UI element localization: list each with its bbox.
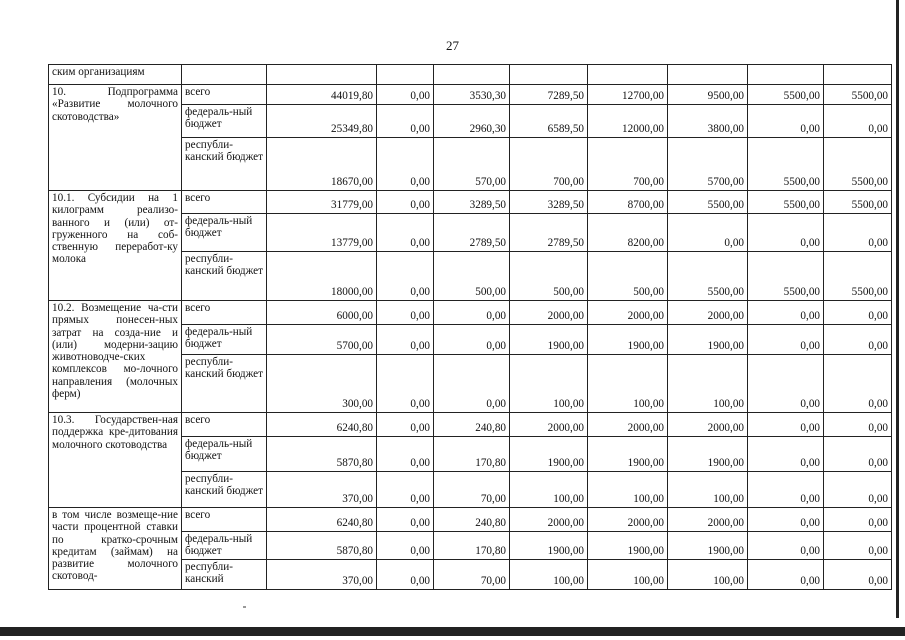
amount-cell: 0,00 bbox=[377, 472, 434, 508]
amount-cell: 0,00 bbox=[377, 252, 434, 301]
section-name: 10.1. Субсидии на 1 килограмм реализо-ванного и (или) от-груженного на соб-ственную переработ-ку молока bbox=[49, 191, 182, 301]
table-row bbox=[49, 413, 892, 437]
amount-cell: 0,00 bbox=[377, 191, 434, 214]
amount-cell: 240,80 bbox=[434, 413, 510, 437]
amount-cell: 0,00 bbox=[377, 413, 434, 437]
amount-cell: 100,00 bbox=[510, 472, 588, 508]
amount-cell: 5500,00 bbox=[824, 85, 892, 105]
amount-cell: 700,00 bbox=[510, 138, 588, 191]
amount-cell: 170,80 bbox=[434, 532, 510, 560]
funding-type: всего bbox=[182, 191, 267, 214]
funding-type: федераль-ный бюджет bbox=[182, 437, 267, 472]
amount-cell: 0,00 bbox=[824, 105, 892, 138]
amount-cell: 2000,00 bbox=[510, 413, 588, 437]
amount-cell: 0,00 bbox=[824, 508, 892, 532]
amount-cell: 700,00 bbox=[588, 138, 668, 191]
amount-cell: 0,00 bbox=[434, 325, 510, 355]
amount-cell: 5500,00 bbox=[748, 85, 824, 105]
amount-cell: 0,00 bbox=[748, 532, 824, 560]
amount-cell: 0,00 bbox=[748, 105, 824, 138]
amount-cell: 0,00 bbox=[824, 325, 892, 355]
amount-cell: 3289,50 bbox=[434, 191, 510, 214]
amount-cell: 0,00 bbox=[748, 437, 824, 472]
amount-cell: 70,00 bbox=[434, 560, 510, 590]
amount-cell: 6240,80 bbox=[267, 508, 377, 532]
funding-type: республи-канский бюджет bbox=[182, 252, 267, 301]
amount-cell: 500,00 bbox=[434, 252, 510, 301]
amount-cell: 0,00 bbox=[824, 437, 892, 472]
table-row bbox=[49, 191, 892, 214]
amount-cell: 44019,80 bbox=[267, 85, 377, 105]
amount-cell: 100,00 bbox=[510, 560, 588, 590]
amount-cell: 2000,00 bbox=[668, 508, 748, 532]
amount-cell: 5500,00 bbox=[748, 252, 824, 301]
amount-cell: 0,00 bbox=[824, 301, 892, 325]
amount-cell: 2000,00 bbox=[588, 508, 668, 532]
amount-cell: 500,00 bbox=[588, 252, 668, 301]
amount-cell: 0,00 bbox=[824, 560, 892, 590]
amount-cell: 0,00 bbox=[748, 301, 824, 325]
amount-cell: 1900,00 bbox=[510, 532, 588, 560]
page-right-border bbox=[896, 0, 899, 618]
amount-cell: 0,00 bbox=[824, 214, 892, 252]
page-bottom-border bbox=[0, 627, 905, 636]
amount-cell: 100,00 bbox=[668, 472, 748, 508]
amount-cell: 5500,00 bbox=[748, 138, 824, 191]
amount-cell: 0,00 bbox=[377, 532, 434, 560]
amount-cell: 100,00 bbox=[588, 355, 668, 413]
amount-cell: 0,00 bbox=[377, 508, 434, 532]
amount-cell: 2000,00 bbox=[668, 413, 748, 437]
amount-cell: 1900,00 bbox=[668, 532, 748, 560]
amount-cell: 0,00 bbox=[748, 472, 824, 508]
amount-cell: 170,80 bbox=[434, 437, 510, 472]
funding-type: республи-канский bbox=[182, 560, 267, 590]
table-row bbox=[49, 301, 892, 325]
budget-table bbox=[48, 64, 892, 590]
amount-cell: 100,00 bbox=[668, 560, 748, 590]
amount-cell: 5500,00 bbox=[824, 138, 892, 191]
amount-cell: 0,00 bbox=[377, 301, 434, 325]
amount-cell: 2960,30 bbox=[434, 105, 510, 138]
amount-cell: 1900,00 bbox=[588, 532, 668, 560]
amount-cell: 1900,00 bbox=[588, 437, 668, 472]
amount-cell: 0,00 bbox=[668, 214, 748, 252]
amount-cell: 8700,00 bbox=[588, 191, 668, 214]
amount-cell: 2000,00 bbox=[588, 413, 668, 437]
amount-cell: 1900,00 bbox=[510, 437, 588, 472]
funding-type: федераль-ный бюджет bbox=[182, 325, 267, 355]
amount-cell: 70,00 bbox=[434, 472, 510, 508]
amount-cell: 370,00 bbox=[267, 472, 377, 508]
amount-cell: 100,00 bbox=[588, 560, 668, 590]
amount-cell: 0,00 bbox=[824, 472, 892, 508]
amount-cell: 9500,00 bbox=[668, 85, 748, 105]
amount-cell: 0,00 bbox=[824, 355, 892, 413]
amount-cell: 1900,00 bbox=[588, 325, 668, 355]
funding-type: республи-канский бюджет bbox=[182, 472, 267, 508]
amount-cell: 0,00 bbox=[748, 413, 824, 437]
amount-cell: 3800,00 bbox=[668, 105, 748, 138]
section-name: 10.2. Возмещение ча-сти прямых понесен-ных затрат на созда-ние и (или) модерни-зацию животноводче-ских комплексов мо-лочного направления (молочных ферм) bbox=[49, 301, 182, 413]
amount-cell: 570,00 bbox=[434, 138, 510, 191]
funding-type: федераль-ный бюджет bbox=[182, 105, 267, 138]
section-name: в том числе возмеще-ние части процентной ставки по кратко-срочным кредитам (займам) на развитие молочного скотовод- bbox=[49, 508, 182, 590]
amount-cell: 18000,00 bbox=[267, 252, 377, 301]
amount-cell: 100,00 bbox=[510, 355, 588, 413]
amount-cell: 0,00 bbox=[748, 214, 824, 252]
table-row bbox=[49, 508, 892, 532]
amount-cell: 6240,80 bbox=[267, 413, 377, 437]
funding-type: республи-канский бюджет bbox=[182, 355, 267, 413]
amount-cell: 0,00 bbox=[377, 437, 434, 472]
amount-cell: 500,00 bbox=[510, 252, 588, 301]
amount-cell: 25349,80 bbox=[267, 105, 377, 138]
amount-cell: 0,00 bbox=[377, 355, 434, 413]
amount-cell: 12700,00 bbox=[588, 85, 668, 105]
funding-type: республи-канский бюджет bbox=[182, 138, 267, 191]
amount-cell: 5700,00 bbox=[668, 138, 748, 191]
section-name: 10.3. Государствен-ная поддержка кре-дитования молочного скотоводства bbox=[49, 413, 182, 508]
amount-cell: 5500,00 bbox=[668, 191, 748, 214]
amount-cell: 1900,00 bbox=[510, 325, 588, 355]
funding-type: всего bbox=[182, 413, 267, 437]
scan-speck bbox=[243, 606, 246, 608]
amount-cell: 370,00 bbox=[267, 560, 377, 590]
amount-cell: 5870,80 bbox=[267, 532, 377, 560]
amount-cell: 0,00 bbox=[434, 355, 510, 413]
amount-cell: 100,00 bbox=[588, 472, 668, 508]
table-row bbox=[49, 65, 892, 85]
amount-cell: 1900,00 bbox=[668, 325, 748, 355]
amount-cell: 0,00 bbox=[824, 413, 892, 437]
funding-type: федераль-ный бюджет bbox=[182, 532, 267, 560]
amount-cell: 3530,30 bbox=[434, 85, 510, 105]
amount-cell: 3289,50 bbox=[510, 191, 588, 214]
amount-cell: 2000,00 bbox=[668, 301, 748, 325]
amount-cell: 0,00 bbox=[377, 214, 434, 252]
amount-cell: 0,00 bbox=[824, 532, 892, 560]
amount-cell: 0,00 bbox=[748, 560, 824, 590]
page-number: 27 bbox=[446, 38, 459, 53]
amount-cell: 6589,50 bbox=[510, 105, 588, 138]
amount-cell: 0,00 bbox=[748, 325, 824, 355]
amount-cell: 0,00 bbox=[748, 508, 824, 532]
amount-cell: 0,00 bbox=[377, 560, 434, 590]
amount-cell: 5500,00 bbox=[824, 252, 892, 301]
amount-cell: 5500,00 bbox=[668, 252, 748, 301]
amount-cell: 5870,80 bbox=[267, 437, 377, 472]
funding-type: всего bbox=[182, 85, 267, 105]
amount-cell: 0,00 bbox=[377, 85, 434, 105]
amount-cell: 0,00 bbox=[377, 105, 434, 138]
amount-cell: 5700,00 bbox=[267, 325, 377, 355]
amount-cell: 2000,00 bbox=[510, 301, 588, 325]
amount-cell: 0,00 bbox=[377, 325, 434, 355]
amount-cell: 2789,50 bbox=[434, 214, 510, 252]
amount-cell: 6000,00 bbox=[267, 301, 377, 325]
funding-type: федераль-ный бюджет bbox=[182, 214, 267, 252]
amount-cell: 2000,00 bbox=[510, 508, 588, 532]
amount-cell: 31779,00 bbox=[267, 191, 377, 214]
table-cell-name: ским организациям bbox=[49, 65, 182, 85]
amount-cell: 2789,50 bbox=[510, 214, 588, 252]
amount-cell: 12000,00 bbox=[588, 105, 668, 138]
amount-cell: 1900,00 bbox=[668, 437, 748, 472]
amount-cell: 0,00 bbox=[748, 355, 824, 413]
amount-cell: 7289,50 bbox=[510, 85, 588, 105]
amount-cell: 2000,00 bbox=[588, 301, 668, 325]
amount-cell: 0,00 bbox=[377, 138, 434, 191]
funding-type: всего bbox=[182, 508, 267, 532]
section-name: 10. Подпрограмма «Развитие молочного скотоводства» bbox=[49, 85, 182, 191]
amount-cell: 5500,00 bbox=[748, 191, 824, 214]
amount-cell: 18670,00 bbox=[267, 138, 377, 191]
amount-cell: 13779,00 bbox=[267, 214, 377, 252]
table-row bbox=[49, 85, 892, 105]
amount-cell: 0,00 bbox=[434, 301, 510, 325]
amount-cell: 240,80 bbox=[434, 508, 510, 532]
amount-cell: 100,00 bbox=[668, 355, 748, 413]
amount-cell: 8200,00 bbox=[588, 214, 668, 252]
amount-cell: 5500,00 bbox=[824, 191, 892, 214]
amount-cell: 300,00 bbox=[267, 355, 377, 413]
funding-type: всего bbox=[182, 301, 267, 325]
